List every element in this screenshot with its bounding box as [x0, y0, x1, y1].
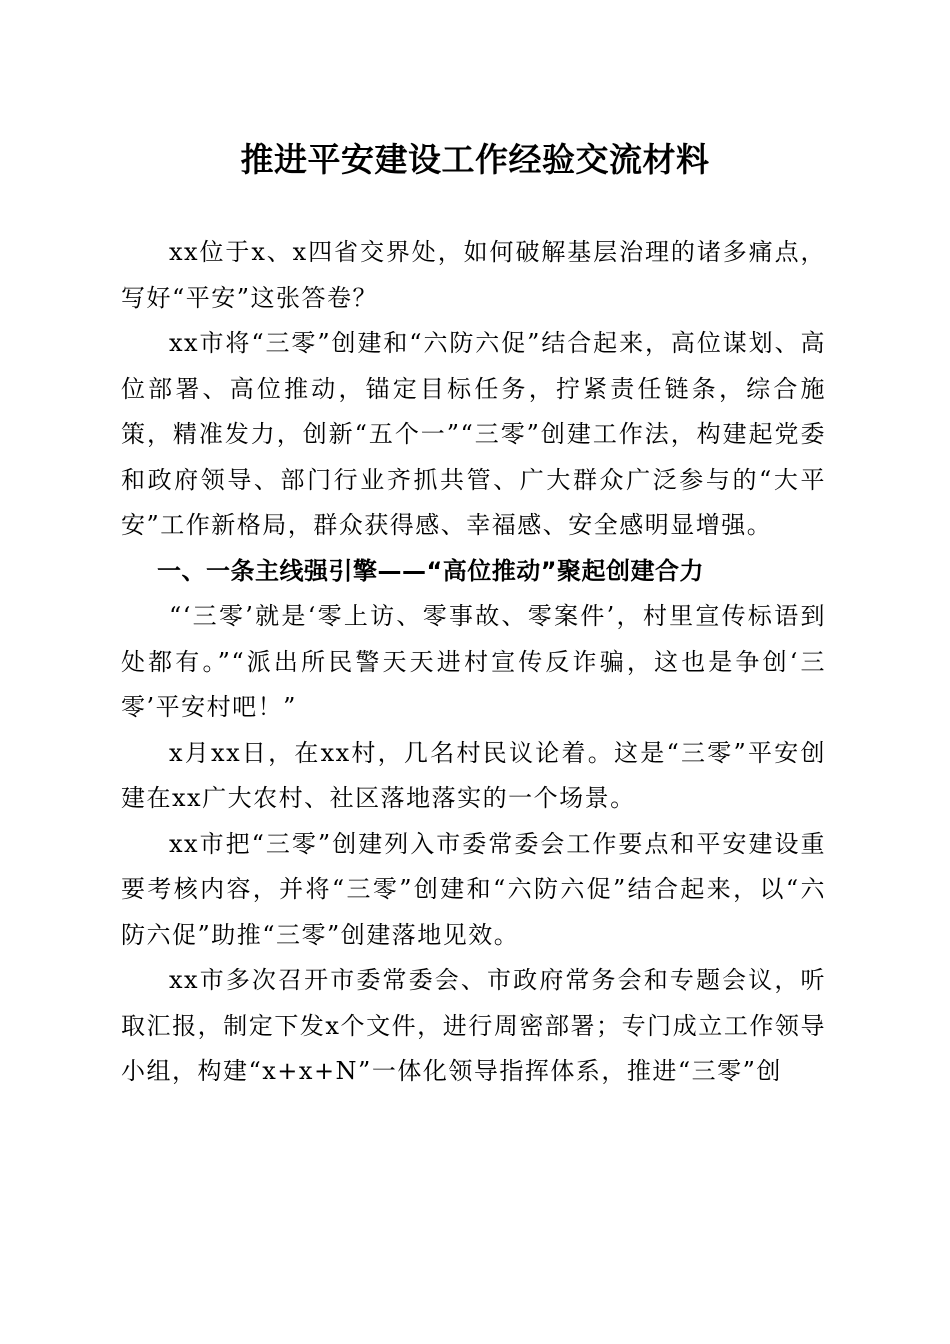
intro-paragraph-2: xx市将“三零”创建和“六防六促”结合起来，高位谋划、高位部署、高位推动，锚定目标任务，拧紧责任链条，综合施策，精准发力，创新“五个一”“三零”创建工作法，构建起党委和政府领导、部门行业齐抓共管、广大群众广泛参与的“大平安”工作新格局，群众获得感、幸福感、安全感明显增强。	[121, 329, 826, 539]
document-title: 推进平安建设工作经验交流材料	[240, 140, 710, 179]
intro-paragraph-1: xx位于x、x四省交界处，如何破解基层治理的诸多痛点，写好“平安”这张答卷？	[121, 238, 826, 312]
section1-paragraph-2: x月xx日，在xx村，几名村民议论着。这是“三零”平安创建在xx广大农村、社区落地落实的一个场景。	[121, 738, 826, 812]
section-heading-1: 一、一条主线强引擎——“高位推动”聚起创建合力	[157, 556, 705, 585]
section1-paragraph-1: “‘三零’就是‘零上访、零事故、零案件’，村里宣传标语到处都有。”“派出所民警天天进村宣传反诈骗，这也是争创‘三零’平安村吧！”	[121, 602, 826, 721]
section1-paragraph-4: xx市多次召开市委常委会、市政府常务会和专题会议，听取汇报，制定下发x个文件，进行周密部署；专门成立工作领导小组，构建“x+x+N”一体化领导指挥体系，推进“三零”创	[121, 966, 826, 1085]
section1-paragraph-3: xx市把“三零”创建列入市委常委会工作要点和平安建设重要考核内容，并将“三零”创建和“六防六促”结合起来，以“六防六促”助推“三零”创建落地见效。	[121, 829, 826, 949]
document-body	[121, 230, 826, 1095]
